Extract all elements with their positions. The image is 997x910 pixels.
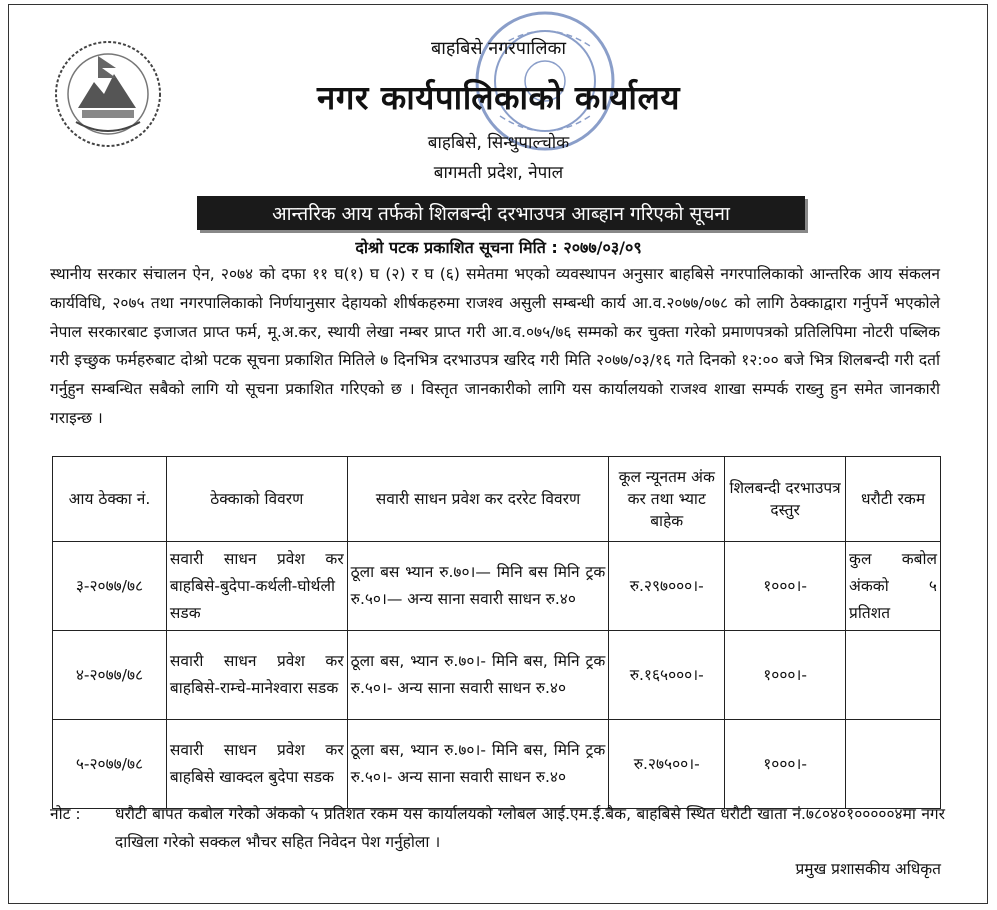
table-row [53, 720, 941, 809]
signatory-title: प्रमुख प्रशासकीय अधिकृत [795, 860, 941, 878]
column-header-fee: शिलबन्दी दरभाउपत्र दस्तुर [725, 457, 846, 542]
rate-details: ठूला बस, भ्यान रु.७०।- मिनि बस, मिनि ट्रक रु.५०।- अन्य साना सवारी साधन रु.४० [347, 720, 609, 809]
contract-number: ३-२०७७/७८ [53, 542, 167, 631]
notice-title: आन्तरिक आय तर्फको शिलबन्दी दरभाउपत्र आब्हान गरिएको सूचना [272, 203, 730, 225]
deposit-amount: कुल कबोल अंकको ५ प्रतिशत [846, 542, 941, 631]
column-header-rates: सवारी साधन प्रवेश कर दररेट विवरण [347, 457, 609, 542]
minimum-amount: रु.२९७०००।- [609, 542, 725, 631]
table-header-row [53, 457, 941, 542]
rate-details: ठूला बस भ्यान रु.७०।— मिनि बस मिनि ट्रक रु.५०।— अन्य साना सवारी साधन रु.४० [347, 542, 609, 631]
minimum-amount: रु.१६५०००।- [609, 631, 725, 720]
note-section [50, 800, 945, 856]
tender-fee: १०००।- [725, 542, 846, 631]
deposit-amount [846, 631, 941, 720]
column-header-minimum: कूल न्यूनतम अंक कर तथा भ्याट बाहेक [609, 457, 725, 542]
tender-table [52, 456, 941, 809]
table-row [53, 631, 941, 720]
contract-number: ४-२०७७/७८ [53, 631, 167, 720]
table-row [53, 542, 941, 631]
minimum-amount: रु.२७५००।- [609, 720, 725, 809]
column-header-number: आय ठेक्का नं. [53, 457, 167, 542]
municipality-name: बाहबिसे नगरपालिका [430, 38, 567, 59]
contract-number: ५-२०७७/७८ [53, 720, 167, 809]
contract-description: सवारी साधन प्रवेश कर बाहबिसे-बुदेपा-कर्थली-घोर्थली सडक [166, 542, 347, 631]
note-text: धरौटी बापत कबोल गरेको अंकको ५ प्रतिशत रकम यस कार्यालयको ग्लोबल आई.एम.ई.बैक, बाहबिसे स्थित धरौटी खाता नं.७८०४०१०००००४मा नगर दाखिला गरेको सक्कल भौचर सहित निवेदन पेश गर्नुहोला । [115, 805, 945, 851]
publication-date: दोश्रो पटक प्रकाशित सूचना मिति : २०७७/०३/०९ [355, 238, 642, 257]
address-district: बाहबिसे, सिन्धुपाल्चोक [427, 133, 570, 153]
rate-details: ठूला बस, भ्यान रु.७०।- मिनि बस, मिनि ट्रक रु.५०।- अन्य साना सवारी साधन रु.४० [347, 631, 609, 720]
notice-body: स्थानीय सरकार संचालन ऐन, २०७४ को दफा ११ घ(१) घ (२) र घ (६) समेतमा भएको व्यवस्थापन अनुसार बाहबिसे नगरपालिकाको आन्तरिक आय संकलन कार्यविधि, २०७५ तथा नगरपालिकाको निर्णयानुसार देहायको शीर्षकहरुमा राजश्व असुली सम्बन्धी कार्य आ.व.२०७७/०७८ को लागि ठेक्काद्वारा गर्नुपर्ने भएकोले नेपाल सरकारबाट इजाजत प्राप्त फर्म, मू.अ.कर, स्थायी लेखा नम्बर प्राप्त गरी आ.व.०७५/७६ सम्मको कर चुक्ता गरेको प्रमाणपत्रको प्रतिलिपिमा नोटरी पब्लिक गरी इच्छुक फर्महरुबाट दोश्रो पटक सूचना प्रकाशित मितिले ७ दिनभित्र दरभाउपत्र खरिद गरी मिति २०७७/०३/१६ गते दिनको १२:०० बजे भित्र शिलबन्दी गरी दर्ता गर्नुहुन सम्बन्धित सबैको लागि यो सूचना प्रकाशित गरिएको छ । विस्तृत जानकारीको लागि यस कार्यालयको राजश्व शाखा सम्पर्क राख्नु हुन समेत जानकारी गराइन्छ । [50, 265, 940, 427]
column-header-description: ठेक्काको विवरण [166, 457, 347, 542]
column-header-deposit: धरौटी रकम [846, 457, 941, 542]
contract-description: सवारी साधन प्रवेश कर बाहबिसे खाक्दल बुदेपा सडक [166, 720, 347, 809]
note-label: नोट : [50, 805, 81, 823]
contract-description: सवारी साधन प्रवेश कर बाहबिसे-राम्चे-मानेश्वारा सडक [166, 631, 347, 720]
deposit-amount [846, 720, 941, 809]
notice-title-banner [197, 196, 805, 230]
office-title: नगर कार्यपालिकाको कार्यालय [317, 78, 680, 117]
tender-fee: १०००।- [725, 631, 846, 720]
address-province: बागमती प्रदेश, नेपाल [433, 163, 564, 183]
tender-fee: १०००।- [725, 720, 846, 809]
